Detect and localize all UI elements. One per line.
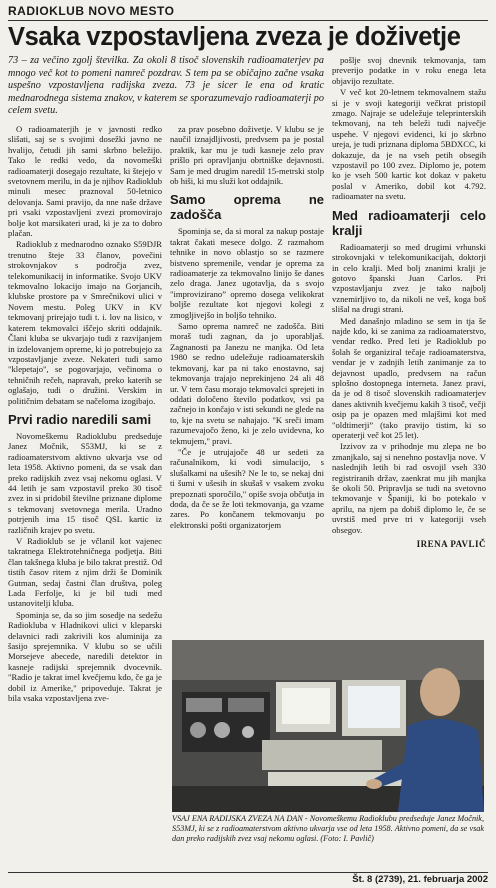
paragraph: Radioamaterji so med drugimi vrhunski strokovnjaki v telekomunikacijah, doktorji in celo kralji. Med bolj znanimi kralji je gotovo španski Juan Carlos. Pri vzpostavljanju zvez je tako najbolj vznemirljivo to, da nikoli ne veš, koga boš slišal na drugi strani. (332, 241, 486, 315)
author-byline: IRENA PAVLIČ (416, 539, 486, 550)
lead-and-left-columns (8, 55, 324, 705)
photo-caption: VSAJ ENA RADIJSKA ZVEZA NA DAN - Novomeškemu Radioklubu predseduje Janez Močnik, S53MJ, ki se z radioamaterstvom aktivno ukvarja vse od leta 1958. Aktivno pomeni, da se vsak dan preko radijskih zvez vsaj nekomu oglasi. (Foto: I. Pavlič) (172, 814, 484, 843)
column-2 (170, 124, 324, 705)
paragraph: Samo oprema namreč ne zadošča. Biti moraš tudi zagnan, da jo uporabljaš. Zagnanosti pa Janezu ne manjka. Od leta 1980 se redno udeležuje radioamaterskih tekmovanj, kar pa ni tako enostavno, saj tekmovanja trajajo neprekinjeno 24 ali 48 ur. V tem času morajo tekmovalci sprejeti in oddati določeno število podatkov, vsi pa začnejo in končajo v isti sekundi ne glede na to, kje na svetu se nahajajo. "K sreči imam razumevajočo ženo, ki je zelo uvidevna, ko tekmujem," pravi. (170, 321, 324, 446)
paragraph: "Če je utrujajoče 48 ur sedeti za računalnikom, ki vodi simulacijo, s slušalkami na ušesih? Ne le to, se nekaj dni ti šumi v ušesih in skušaš v vsakem zvoku prepoznati sporočilo," opiše svoja občutja in doda, da če se že loti tekmovanja, ga vzame zares. Po končanem tekmovanju po elektronski pošti organizatorjem (170, 446, 324, 530)
paragraph: pošlje svoj dnevnik tekmovanja, tam preverijo podatke in v roku enega leta objavijo rezultate. (332, 55, 486, 86)
radio-station-illustration (172, 640, 484, 812)
column-3 (332, 55, 486, 705)
photo-radio-operator (172, 640, 484, 812)
lead-paragraph: 73 – za večino zgolj številka. Za okoli 8 tisoč slovenskih radioamaterjev pa mnogo več kot to pomeni namreč pozdrav. S tem pa se običajno začne vsaka uspešno vzpostavljena radijska zveza. 73 je sicer le ena od kratic mednarodnega sistema znakov, v katerem se sporazumevajo radioamaterji po celem svetu. (8, 55, 324, 117)
paragraph: V več kot 20-letnem tekmovalnem stažu si je v svoji kategoriji večkrat pristopil zmago. Najraje se udeležuje teleprinterskih tekmovanj, na teh beleži tudi največje uspehe. V njegovi evidenci, ki jo skrbno ureja, je tudi priznana diploma 5BDXCC, ki dokazuje, da je na vseh petih obsegih vzpostavil po 100 zvez. Diplomo je, potem ko je vseh 500 kartic kot dokaz v paketu poslal v Ameriko, dobil kot 4.792. radioamater na svetu. (332, 87, 486, 202)
subheading-first-radio: Prvi radio naredili sami (8, 411, 152, 427)
headline: Vsaka vzpostavljena zveza je doživetje (8, 23, 461, 51)
paragraph: Novomeškemu Radioklubu predseduje Janez Močnik, S53MJ, ki se z radioamaterstvom aktivno ukvarja vse od leta 1958. Aktivno pomeni, da se vsak dan preko radijskih zvez vsaj nekomu oglasi. V 44 letih je sam vzpostavil preko 30 tisoč zvez in si pridobil številne priznane diplome s tekmovanj svetovnega merila. Uradno potrjenih ima 15 tisoč QSL kartic iz različnih krajev po svetu. (8, 430, 162, 535)
section-label: RADIOKLUB NOVO MESTO (8, 4, 488, 21)
paragraph: Spominja se, da si moral za nakup postaje takrat čakati mesece dolgo. Z razmahom tehnike in novo oblastjo so se razmere bistveno spremenile, vendar je oprema za radioamaterje za tekmovalno linijo še danes zelo draga. Janez ugotavlja, da s svojo "improviziranoˮ opremo dosega velikokrat boljše rezultate kot njegovi kolegi z zmogljivejšo in boljšo tehniko. (170, 226, 324, 320)
subheading-kings: Med radioamaterji celo kralji (332, 207, 486, 238)
article-body (8, 55, 488, 705)
paragraph: V Radioklub se je včlanil kot vajenec takratnega Elektrotehničnega podjetja. Biti član takšnega kluba je bilo takrat prestiž. Od tistih časov ritem z njim drži še Dominik Gutman, sedaj častni član društva, poleg Lada Ferfolje, ki je bil tudi med ustanovitelji kluba. (8, 536, 162, 609)
paragraph: Spominja se, da so jim sosedje na sedežu Radiokluba v Hladnikovi ulici v kleparski delavnici radi zakrivili kos aluminija za šasijo sprejemnika. V klubu so se učili Morsejeve abecede, naredili detektor in kasneje radijski sprejemnik dvocevnik. "Radio je takrat imel kvečjemu kdo, če ga je dobil iz Amerike," pripoveduje. Takrat je bila vsaka vzpostavljena zve- (8, 609, 162, 704)
issue-footer: Št. 8 (2739), 21. februarja 2002 (8, 872, 488, 885)
paragraph: Med današnjo mladino se sem in tja še najde kdo, ki se zanima za radioamaterstvo, vendar redko. Pred leti je Radioklub po šolah še organiziral tečaje radioamaterstva, vendar je v zadnjih letih zanimanje za to dejavnost upadlo, predvsem na račun splošno dostopnega interneta. Janez pravi, da je od 8 tisoč slovenskih radioamaterjev danes aktivnih kvečjemu kakih 3 tisoč, večji osip pa je opazen med mlajšimi kot med "oldtimerjiˮ (tako pravijo tistim, ki so operaterji več kot 25 let). (332, 315, 486, 440)
paragraph: Izzivov za v prihodnje mu zlepa ne bo zmanjkalo, saj si nenehno postavlja nove. V naslednjih letih bi rad osvojil vseh 330 registriranih držav, zaenkrat mu jih manjka še okoli 50. Pripravlja se tudi na svetovno tekmovanje v Španiji, ki bo potekalo v aprilu, na njem pa dobiš diplomo le, če se uvrstiš med prve tri v kategoriji vseh obsegov. (332, 441, 486, 535)
column-1 (8, 124, 162, 705)
paragraph: O radioamaterjih je v javnosti redko slišati, saj se s svojimi dosežki javno ne hvalijo, četudi jih sami skrbno beležijo. Tako le redki vedo, da novomeški radioamaterji dosegajo rezultate, ki štejejo v svetovnem merilu, in da je njihov Radioklub minuli mesec praznoval 50-letnico delovanja. Sami pravijo, da nne naše države pri vsaki vzpostavljeni zvezi promovirajo bolje kot marsikateri urad, ki je za to dobro plačan. (8, 123, 162, 239)
subheading-equipment: Samo oprema ne zadošča (170, 192, 324, 223)
paragraph: za prav posebno doživetje. V klubu se je naučil iznajdljivosti, predvsem pa je postal praktik, kar mu je tudi kasneje zelo prav prišlo pri opravljanju obrtniške dejavnosti. Sam je med drugim naredil 15-metrski stolp ob hiši, ki mu služi kot oddajnik. (170, 123, 324, 186)
paragraph: Radioklub z mednarodno oznako S59DJR trenutno šteje 33 članov, povečini strokovnjakov s področja zvez, telekomunikacij in informatike. Svojo UKV tekmovalno lokacijo imajo na Gorjancih, klubske prostore pa v Smrečnikovi ulici v Novem mestu. Poleg UKV in KV tekmovanj prirejajo tudi t. i. lov na lisico, v katerem tekmovalci iščejo skriti oddajnik. Člani kluba se ukvarjajo tudi z razvijanjem in izdelovanjem opreme, ki jo potrebujejo za vzpostavljanje zveze. Nekateri tudi samo "klepetajo", se pogovarjajo, večinoma o tehničnih rečeh, napravah, preko katerih se oglašajo, tudi o družini. Verskim in političnim debatam se načeloma izogibajo. (8, 239, 162, 406)
